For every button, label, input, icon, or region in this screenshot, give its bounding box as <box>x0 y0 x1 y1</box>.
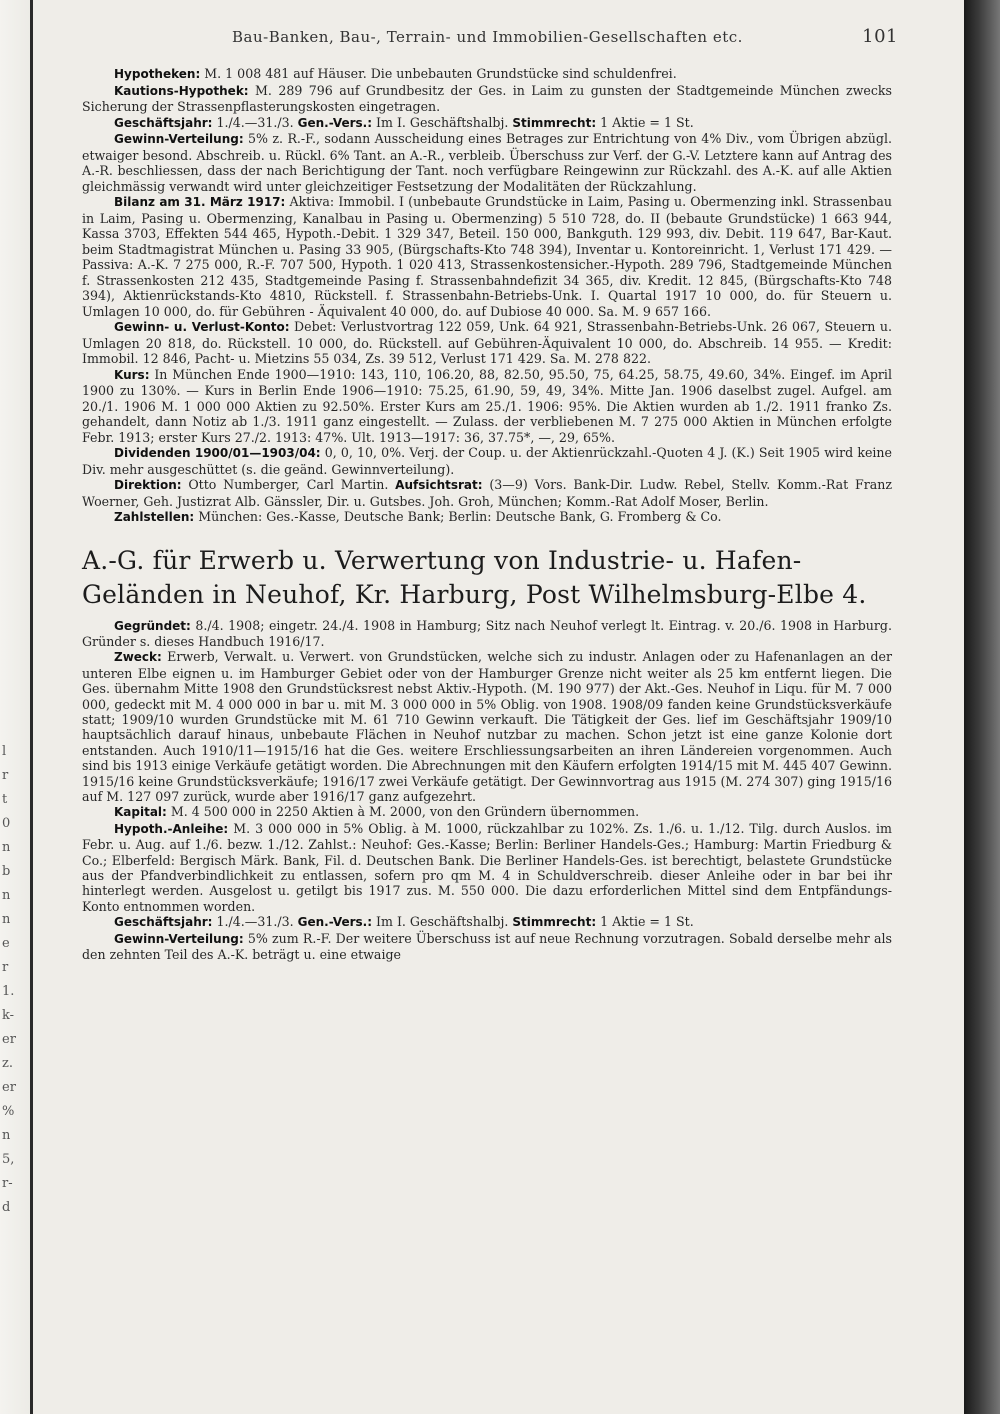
section-company-entry <box>82 618 892 963</box>
entry-paragraph <box>82 509 892 526</box>
company-name-line1: A.-G. für Erwerb u. Verwertung von Industrie- u. Hafen- <box>82 545 802 575</box>
entry-label: Gewinn-Verteilung: <box>114 931 244 946</box>
company-location: Kr. Harburg, Post Wilhelmsburg-Elbe 4. <box>346 579 867 609</box>
entry-text: Im I. Geschäftshalbj. <box>372 914 513 930</box>
entry-text: 1./4.—31./3. <box>212 914 298 930</box>
margin-fragment: r- <box>2 1176 13 1191</box>
margin-fragment: b <box>2 864 11 879</box>
entry-paragraph <box>82 914 892 930</box>
margin-fragment: 1. <box>2 984 15 999</box>
entry-paragraph <box>82 804 892 820</box>
entry-paragraph <box>82 319 892 367</box>
margin-fragment: n <box>2 912 11 927</box>
entry-label: Gewinn- u. Verlust-Konto: <box>114 320 290 334</box>
entry-text: Erwerb, Verwalt. u. Verwert. von Grundstücken, welche sich zu industr. Anlagen oder zu Hafenanlagen an der unteren Elbe eignen u. im Hamburger Gebiet oder von der Hamburger Grenze nicht weiter als 25 km entfernt liegen. Die Ges. übernahm Mitte 1908 den Grundstücksrest nebst Aktiv.-Hypoth. (M. 190 977) der Akt.-Ges. Neuhof in Liqu. für M. 7 000 000, gedeckt mit M. 4 000 000 in bar u. mit M. 3 000 000 in 5% Oblig. von 1908. 1908/09 fanden keine Grundstücksverkäufe statt; 1909/10 wurden Grundstücke mit M. 61 710 Gewinn verkauft. Die Tätigkeit der Ges. lief im Geschäftsjahr 1909/10 hauptsächlich darauf hinaus, unbebaute Flächen in Neuhof nutzbar zu machen. Schon jetzt ist eine ganze Kolonie dort entstanden. Auch 1910/11—1915/16 hat die Ges. weitere Erschliessungsarbeiten an ihren Ländereien vorgenommen. Auch sind bis 1913 einige Verkäufe getätigt worden. Die Abrechnungen mit den Käufern erfolgten 1914/15 mit M. 445 407 Gewinn. 1915/16 keine Grundstücksverkäufe; 1916/17 zwei Verkäufe getätigt. Der Gewinnvortrag aus 1915 (M. 274 307) ging 1915/16 auf M. 127 097 zurück, wurde aber 1916/17 ganz aufgezehrt. <box>82 649 892 804</box>
running-title: Bau-Banken, Bau-, Terrain- und Immobilien-Gesellschaften etc. <box>232 28 743 46</box>
entry-label: Dividenden 1900/01—1903/04: <box>114 446 321 460</box>
entry-paragraph <box>82 194 892 319</box>
entry-paragraph <box>82 83 892 115</box>
entry-text: 1 Aktie = 1 St. <box>596 914 694 930</box>
entry-label: Stimmrecht: <box>512 915 597 930</box>
margin-fragment: r <box>2 960 9 975</box>
entry-paragraph <box>82 649 892 804</box>
entry-label: Direktion: <box>114 478 182 492</box>
entry-label: Kurs: <box>114 367 150 382</box>
entry-label: Geschäftsjahr: <box>114 115 213 130</box>
entry-text: In München Ende 1900—1910: 143, 110, 106.20, 88, 82.50, 95.50, 75, 64.25, 58.75, 49.60, 34%. Eingef. im April 1900 zu 130%. — Kurs in Berlin Ende 1906—1910: 75.25, 61.90, 59, 49, 34%. Mitte Jan. 1906 daselbst zugel. Aufgel. am 20./1. 1906 M. 1 000 000 Aktien zu 92.50%. Erster Kurs am 25./1. 1906: 95%. Die Aktien wurden ab 1./2. 1911 franko Zs. gehandelt, dann Notiz ab 1./3. 1911 ganz eingestellt. — Zulass. der verbliebenen M. 7 275 000 Aktien in München erfolgte Febr. 1913; erster Kurs 27./2. 1913: 47%. Ult. 1913—1917: 36, 37.75*, —, 29, 65%. <box>82 366 892 445</box>
entry-text: 5% zum R.-F. Der weitere Überschuss ist auf neue Rechnung vorzutragen. Sobald derselbe mehr als den zehnten Teil des A.-K. beträgt u. eine etwaige <box>82 930 892 963</box>
margin-fragment: l <box>2 744 7 759</box>
margin-fragment: r <box>2 768 9 783</box>
entry-text: M. 3 000 000 in 5% Oblig. à M. 1000, rückzahlbar zu 102%. Zs. 1./6. u. 1./12. Tilg. durch Auslos. im Febr. u. Aug. auf 1./6. bezw. 1./12. Zahlst.: Neuhof: Ges.-Kasse; Berlin: Berliner Handels-Ges.; Hamburg: Martin Friedburg & Co.; Elberfeld: Bergisch Märk. Bank, Fil. d. Deutschen Bank. Die Berliner Handels-Ges. ist berechtigt, belastete Grundstücke aus der Pfandverbindlichkeit zu entlassen, sofern pro qm M. 4 in Schuldverschreib. dieser Anleihe oder in bar bei ihr hinterlegt werden. Ausgelost u. getilgt bis 1917 zus. M. 550 000. Die dazu erforderlichen Mittel sind dem Entpfändungs-Konto entnommen worden. <box>82 820 892 914</box>
entry-text: M. 289 796 auf Grundbesitz der Ges. in Laim zu gunsten der Stadtgemeinde München zwecks Sicherung der Strassenpflasterungskosten eingetragen. <box>82 82 892 114</box>
entry-label: Gen.-Vers.: <box>297 115 373 130</box>
entry-text: M. 1 008 481 auf Häuser. Die unbebauten Grundstücke sind schuldenfrei. <box>200 66 677 81</box>
entry-text: 5% z. R.-F., sodann Ausscheidung eines Betrages zur Entrichtung von 4% Div., vom Übrigen abzügl. etwaiger besond. Abschreib. u. Rückl. 6% Tant. an A.-R., verbleib. Überschuss zur Verf. der G.-V. Letztere kann auf Antrag des A.-R. beschliessen, dass der nach Berichtigung der Tant. noch verfügbare Reingewinn zur Rückzahl. des A.-K. auf alle Aktien gleichmässig verwandt wird unter gleichzeitiger Festsetzung der Modalitäten der Rückzahlung. <box>82 131 892 194</box>
entry-label: Kapital: <box>114 805 167 820</box>
company-name-line2 <box>82 578 892 612</box>
running-head <box>82 22 898 54</box>
company-heading <box>82 544 892 612</box>
document-page <box>82 22 898 963</box>
entry-label: Gewinn-Verteilung: <box>114 132 244 146</box>
entry-paragraph <box>82 821 892 914</box>
margin-fragment: n <box>2 1128 11 1143</box>
entry-paragraph <box>82 931 892 963</box>
margin-fragment: 0 <box>2 816 11 831</box>
entry-paragraph <box>82 367 892 446</box>
margin-fragment: er <box>2 1080 16 1095</box>
entry-label: Stimmrecht: <box>512 115 597 130</box>
entry-paragraph <box>82 66 892 83</box>
entry-paragraph <box>82 131 892 194</box>
section-previous-company <box>82 66 892 526</box>
entry-text: 8./4. 1908; eingetr. 24./4. 1908 in Hamburg; Sitz nach Neuhof verlegt lt. Eintrag. v. 20./6. 1908 in Harburg. Gründer s. dieses Handbuch 1916/17. <box>82 617 892 649</box>
entry-paragraph <box>82 477 892 509</box>
margin-fragment: t <box>2 792 8 807</box>
margin-fragment: 5, <box>2 1152 15 1167</box>
margin-fragment: e <box>2 936 10 951</box>
margin-fragment: er <box>2 1032 16 1047</box>
company-name-part: Geländen in Neuhof, <box>82 579 347 609</box>
entry-text: München: Ges.-Kasse, Deutsche Bank; Berlin: Deutsche Bank, G. Fromberg & Co. <box>194 509 722 524</box>
entry-text: Otto Numberger, Carl Martin. <box>181 477 396 492</box>
entry-label: Hypoth.-Anleihe: <box>114 821 229 836</box>
entry-label: Zahlstellen: <box>114 510 195 524</box>
entry-text: 1 Aktie = 1 St. <box>596 114 694 130</box>
entry-paragraph <box>82 115 892 132</box>
entry-label: Gen.-Vers.: <box>297 915 373 930</box>
entry-text: Debet: Verlustvortrag 122 059, Unk. 64 921, Strassenbahn-Betriebs-Unk. 26 067, Steuern u. Umlagen 20 818, do. Rückstell. 10 000, do. Rückstell. auf Gebühren-Äquivalent 10 000, do. Abschreib. 14 955. — Kredit: Immobil. 12 846, Pacht- u. Mietzins 55 034, Zs. 39 512, Verlust 171 429. Sa. M. 278 822. <box>82 319 892 366</box>
entry-label: Kautions-Hypothek: <box>114 83 249 98</box>
entry-label: Zweck: <box>114 650 162 665</box>
margin-fragment: k- <box>2 1008 15 1023</box>
entry-text: (3—9) Vors. Bank-Dir. Ludw. Rebel, Stellv. Komm.-Rat Franz Woerner, Geh. Justizrat Alb. Gänssler, Dir. u. Gutsbes. Joh. Groh, München; Komm.-Rat Adolf Moser, Berlin. <box>82 477 892 509</box>
margin-fragment: d <box>2 1200 11 1215</box>
entry-label: Aufsichtsrat: <box>395 478 483 492</box>
entry-text: 0, 0, 10, 0%. Verj. der Coup. u. der Aktienrückzahl.-Quoten 4 J. (K.) Seit 1905 wird keine Div. mehr ausgeschüttet (s. die geänd. Gewinnverteilung). <box>82 445 892 477</box>
entry-label: Geschäftsjahr: <box>114 915 213 930</box>
entry-text: Aktiva: Immobil. I (unbebaute Grundstücke in Laim, Pasing u. Obermenzing inkl. Strassenbau in Laim, Pasing u. Obermenzing, Kanalbau in Pasing u. Obermenzing) 5 510 728, do. II (bebaute Grundstücke) 1 663 944, Kassa 3703, Effekten 544 465, Hypoth.-Debit. 1 329 347, Beteil. 150 000, Bankguth. 129 993, div. Debit. 119 647, Bar-Kaut. beim Stadtmagistrat München u. Pasing 33 905, (Bürgschafts-Kto 748 394), Inventar u. Kontoreinricht. 1, Verlust 171 429. — Passiva: A.-K. 7 275 000, R.-F. 707 500, Hypoth. 1 020 413, Strassenkostensicher.-Hypoth. 289 796, Stadtgemeinde München f. Strassenkosten 212 435, Stadtgemeinde Pasing f. Strassenbahndefizit 34 365, div. Kredit. 12 845, (Bürgschafts-Kto 748 394), Aktienrückstands-Kto 4810, Rückstell. f. Strassenbahn-Betriebs-Unk. I. Quartal 1917 10 000, do. für Steuern u. Umlagen 10 000, do. für Gebühren - Äquivalent 40 000, do. auf Dubiose 40 000. Sa. M. 9 657 166. <box>82 194 892 319</box>
entry-text: Im I. Geschäftshalbj. <box>372 114 513 130</box>
adjacent-page-fragments <box>2 740 24 1220</box>
book-binding-shadow <box>964 0 1000 1414</box>
margin-fragment: % <box>2 1104 15 1119</box>
entry-paragraph <box>82 445 892 477</box>
entry-label: Hypotheken: <box>114 67 201 81</box>
entry-label: Bilanz am 31. März 1917: <box>114 195 286 209</box>
margin-fragment: n <box>2 840 11 855</box>
entry-label: Gegründet: <box>114 618 191 633</box>
entry-paragraph <box>82 618 892 650</box>
margin-fragment: z. <box>2 1056 13 1071</box>
entry-text: M. 4 500 000 in 2250 Aktien à M. 2000, von den Gründern übernommen. <box>166 804 640 820</box>
entry-text: 1./4.—31./3. <box>212 114 298 130</box>
margin-fragment: n <box>2 888 11 903</box>
page-number: 101 <box>862 26 898 47</box>
